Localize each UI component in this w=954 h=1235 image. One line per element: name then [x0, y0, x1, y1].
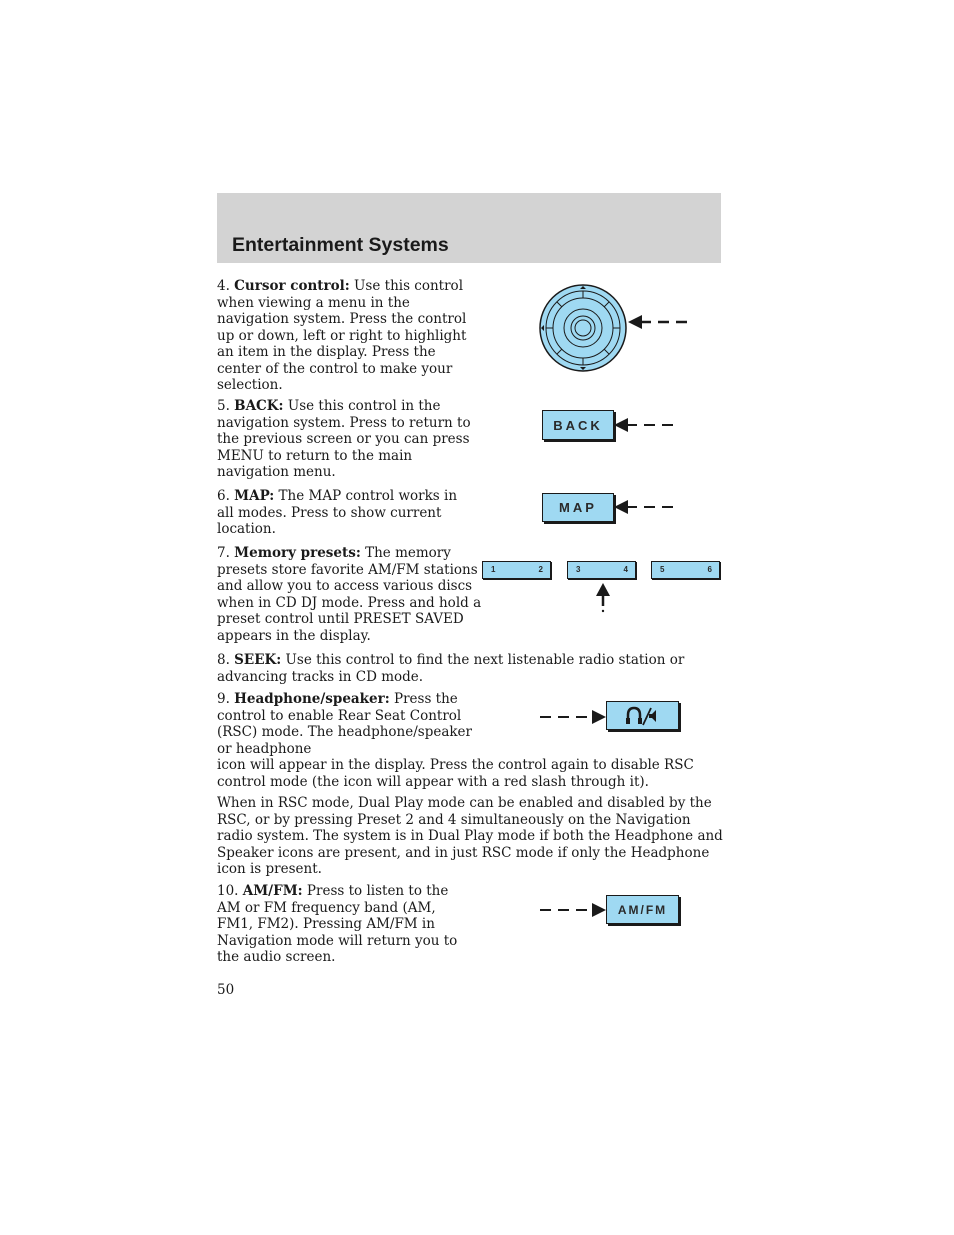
item-number: 4.: [217, 278, 235, 294]
cursor-control-knob: [540, 285, 626, 371]
item-number: 8.: [217, 652, 235, 668]
preset-button-1-2[interactable]: [482, 561, 551, 579]
item-description: The MAP control works in all modes. Press to show current location.: [217, 488, 458, 537]
item-number: 6.: [217, 488, 235, 504]
page-number: 50: [217, 982, 235, 998]
item-term: Memory presets:: [234, 545, 361, 561]
preset-label: 2: [538, 565, 543, 574]
rsc-mode-note: When in RSC mode, Dual Play mode can be enabled and disabled by the RSC, or by pressing Preset 2 and 4 simultaneously on the Navigation radio system. The system is in Dual Play mode if both the Headphone and Speaker icons are present, and in just RSC mode if only the Headphone icon is present.: [217, 795, 723, 877]
section-header: [217, 193, 721, 263]
item-back: [217, 398, 472, 481]
back-button[interactable]: BACK: [542, 410, 614, 440]
map-button[interactable]: MAP: [542, 493, 614, 522]
item-term: SEEK:: [234, 652, 282, 668]
item-description: The memory presets store favorite AM/FM stations and allow you to access various discs when in CD DJ mode. Press and hold a preset control until PRESET SAVED appears in the display.: [217, 545, 482, 644]
item-term: AM/FM:: [242, 883, 303, 899]
preset-label: 6: [707, 565, 712, 574]
item-am-fm: [217, 883, 472, 966]
preset-label: 4: [623, 565, 628, 574]
preset-label: 1: [491, 565, 496, 574]
item-description: Press to listen to the AM or FM frequency band (AM, FM1, FM2). Pressing AM/FM in Navigation mode will return you to the audio screen.: [217, 883, 458, 965]
item-seek: [217, 652, 727, 685]
item-number: 7.: [217, 545, 235, 561]
item-description: Press the control to enable Rear Seat Control (RSC) mode. The headphone/speaker or headphone: [217, 691, 472, 757]
item-number: 10.: [217, 883, 243, 899]
pointer-arrow-icon: [612, 414, 684, 436]
cursor-control-diagram: [530, 280, 700, 380]
item-cursor-control: [217, 278, 472, 394]
pointer-arrow-icon: [538, 899, 610, 921]
preset-button-3-4[interactable]: [567, 561, 636, 579]
item-headphone-continued: icon will appear in the display. Press the control again to disable RSC control mode (the icon will appear with a red slash through it).: [217, 757, 694, 790]
headphone-speaker-icon: [623, 705, 663, 727]
item-headphone-speaker: [217, 691, 472, 757]
preset-label: 3: [576, 565, 581, 574]
item-term: BACK:: [234, 398, 284, 414]
pointer-arrow-up-icon: [594, 582, 612, 614]
am-fm-button[interactable]: AM/FM: [606, 895, 679, 924]
item-term: Cursor control:: [234, 278, 350, 294]
pointer-arrow-icon: [612, 496, 684, 518]
item-term: MAP:: [234, 488, 275, 504]
item-map: [217, 488, 472, 538]
item-description: Use this control to find the next listenable radio station or advancing tracks in CD mode.: [217, 652, 685, 685]
preset-label: 5: [660, 565, 665, 574]
section-title: Entertainment Systems: [232, 234, 449, 256]
pointer-arrow-icon: [538, 706, 610, 728]
item-description: Use this control in the navigation system. Press to return to the previous screen or you can press MENU to return to the main navigation menu.: [217, 398, 471, 480]
item-term: Headphone/speaker:: [234, 691, 390, 707]
headphone-speaker-button[interactable]: [606, 701, 679, 730]
pointer-arrow-icon: [628, 315, 692, 329]
item-description: Use this control when viewing a menu in the navigation system. Press the control up or down, left or right to highlight an item in the display. Press the center of the control to make your selection.: [217, 278, 467, 393]
item-memory-presets: [217, 545, 492, 644]
item-number: 5.: [217, 398, 235, 414]
item-number: 9.: [217, 691, 235, 707]
preset-button-5-6[interactable]: [651, 561, 720, 579]
